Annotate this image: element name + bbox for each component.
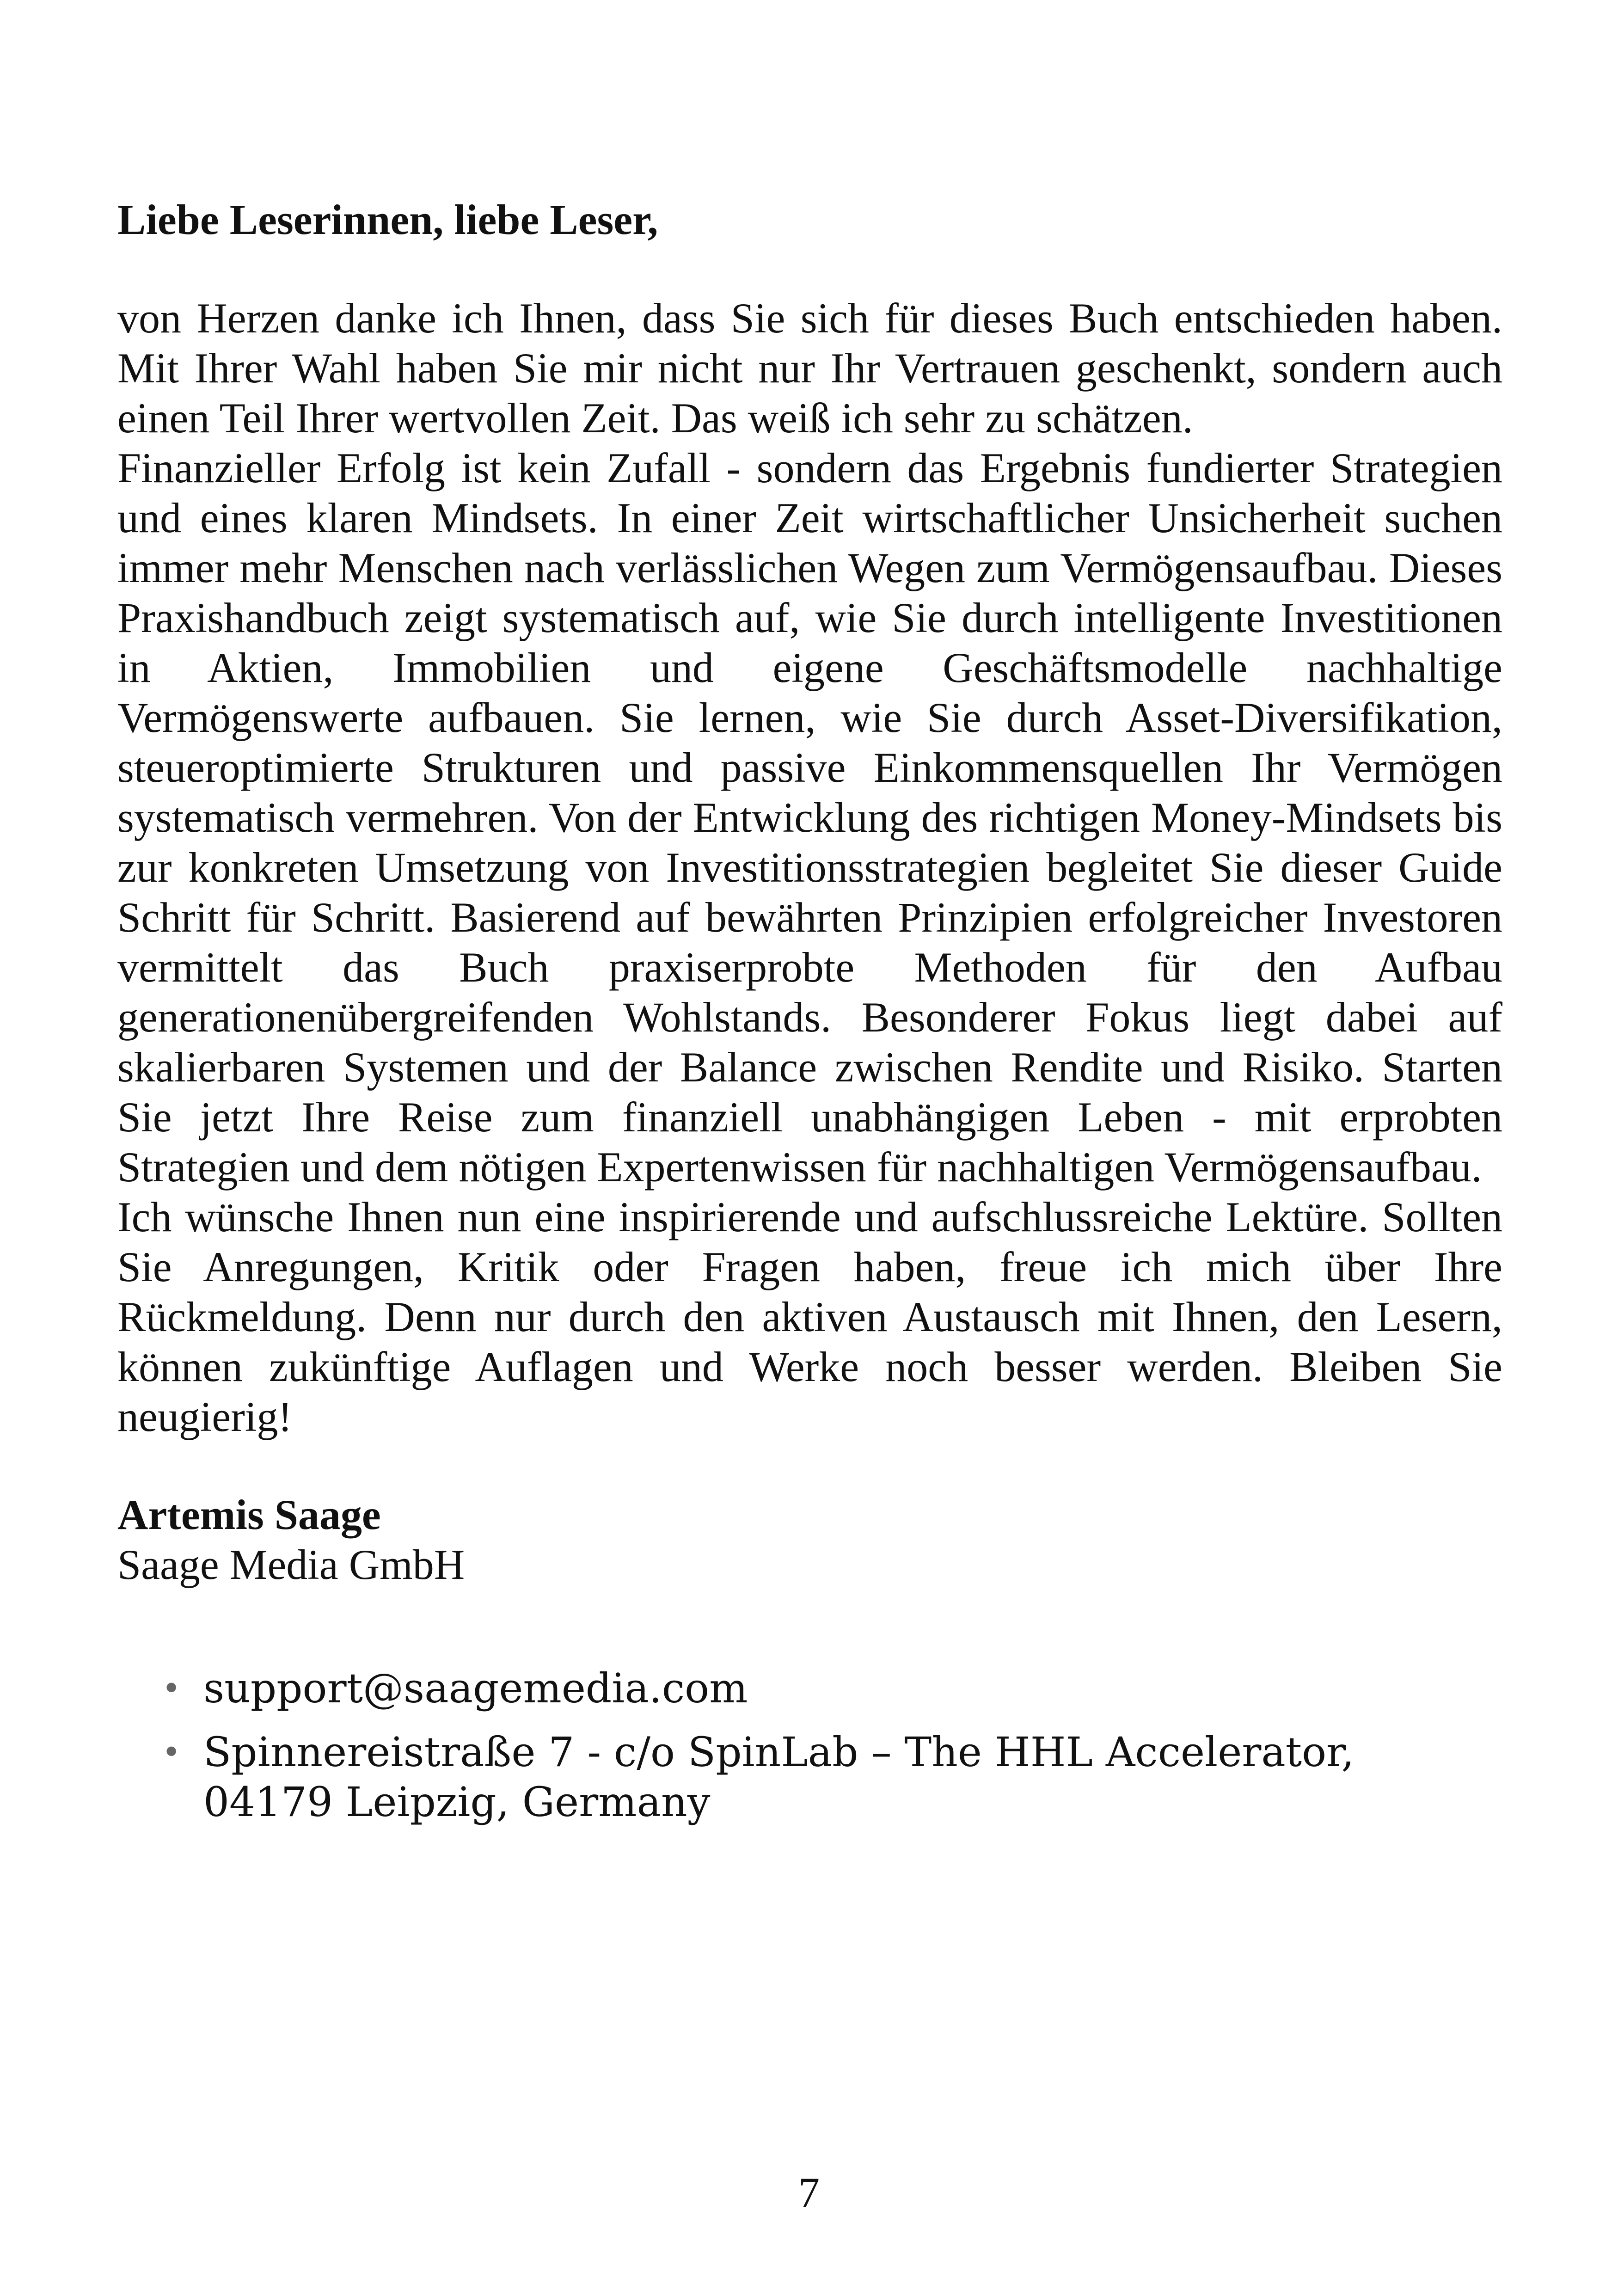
letter-body	[117, 293, 1502, 1442]
signature-block	[117, 1490, 1502, 1590]
company-name: Saage Media GmbH	[117, 1541, 465, 1588]
contact-email	[162, 1664, 1452, 1713]
contact-email-text: support@saagemedia.com	[203, 1664, 748, 1712]
contact-list	[117, 1664, 1502, 1827]
bullet-icon: •	[162, 1733, 181, 1771]
letter-paragraph-closing: Ich wünsche Ihnen nun eine inspirierende und aufschlussreiche Lektüre. Sollten Sie Anregungen, Kritik oder Fragen haben, freue ich mich über Ihre Rückmeldung. Denn nur durch den aktiven Austausch mit Ihnen, den Lesern, können zukünftige Auflagen und Werke noch besser werden. Bleiben Sie neugierig!	[117, 1193, 1502, 1440]
contact-address-text: Spinnereistraße 7 - c/o SpinLab – The HHL Accelerator, 04179 Leipzig, Germany	[203, 1728, 1354, 1826]
letter-greeting: Liebe Leserinnen, liebe Leser,	[117, 196, 658, 243]
author-name: Artemis Saage	[117, 1491, 381, 1538]
letter-paragraph-thanks: von Herzen danke ich Ihnen, dass Sie sich für dieses Buch entschieden haben. Mit Ihrer Wahl haben Sie mir nicht nur Ihr Vertrauen geschenkt, sondern auch einen Teil Ihrer wertvollen Zeit. Das weiß ich sehr zu schätzen.	[117, 295, 1502, 442]
bullet-icon: •	[162, 1670, 181, 1707]
page-number: 7	[798, 2169, 820, 2216]
contact-address	[162, 1727, 1452, 1827]
letter-paragraph-book-summary: Finanzieller Erfolg ist kein Zufall - sondern das Ergebnis fundierter Strategien und eines klaren Mindsets. In einer Zeit wirtschaftlicher Unsicherheit suchen immer mehr Menschen nach verlässlichen Wegen zum Vermögensaufbau. Dieses Praxishandbuch zeigt systematisch auf, wie Sie durch intelligente Investitionen in Aktien, Immobilien und eigene Geschäftsmodelle nachhaltige Vermögenswerte aufbauen. Sie lernen, wie Sie durch Asset-Diversifikation, steueroptimierte Strukturen und passive Einkommensquellen Ihr Vermögen systematisch vermehren. Von der Entwicklung des richtigen Money-Mindsets bis zur konkreten Umsetzung von Investitionsstrategien begleitet Sie dieser Guide Schritt für Schritt. Basierend auf bewährten Prinzipien erfolgreicher Investoren vermittelt das Buch praxiserprobte Methoden für den Aufbau generationenübergreifenden Wohlstands. Besonderer Fokus liegt dabei auf skalierbaren Systemen und der Balance zwischen Rendite und Risiko. Starten Sie jetzt Ihre Reise zum finanziell unabhängigen Leben - mit erprobten Strategien und dem nötigen Expertenwissen für nachhaltigen Vermögensaufbau.	[117, 444, 1502, 1191]
letter-page	[117, 194, 1502, 1841]
